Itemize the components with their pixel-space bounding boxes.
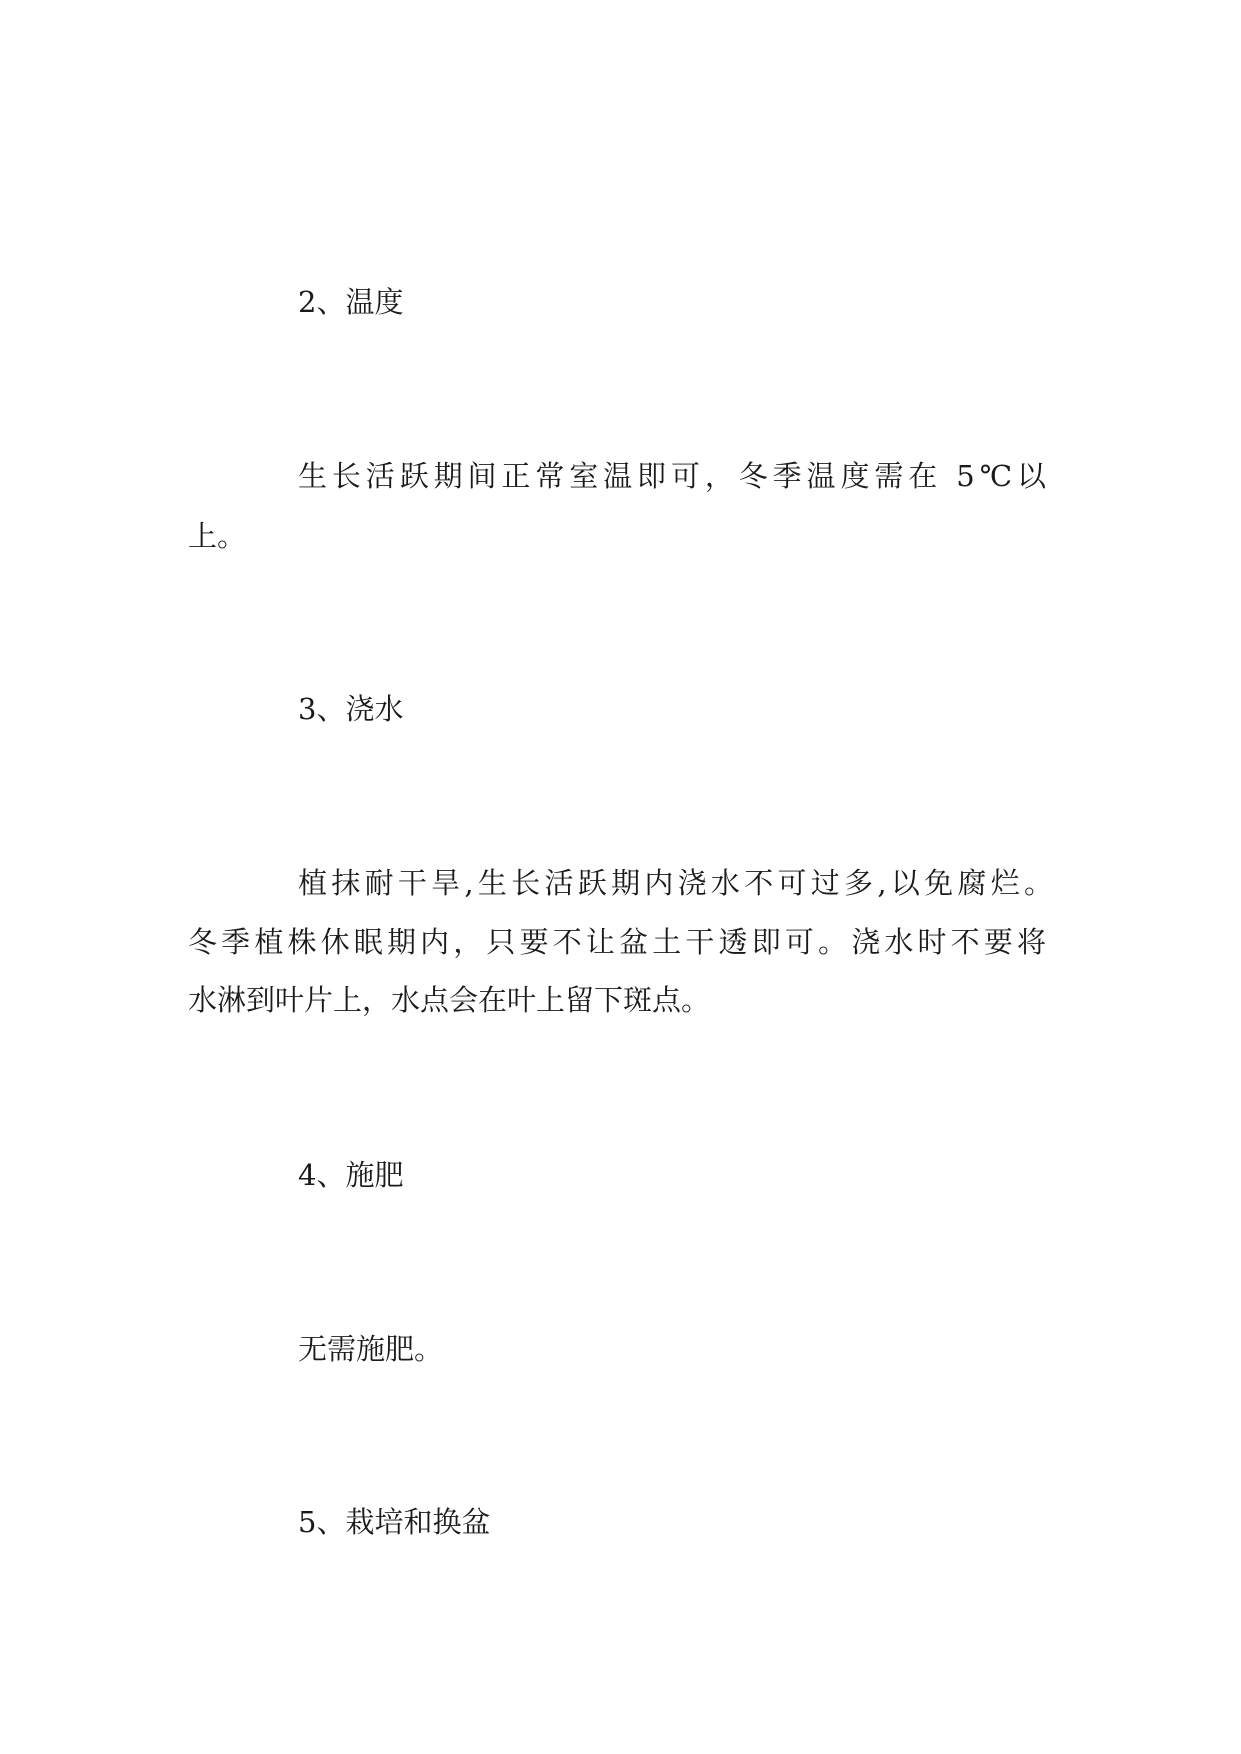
temperature-paragraph-line-2: 上。 <box>188 519 247 553</box>
watering-paragraph-line-3: 水淋到叶片上，水点会在叶上留下斑点。 <box>188 983 711 1017</box>
watering-paragraph-line-1: 植抹耐干旱,生长活跃期内浇水不可过多,以免腐烂。 <box>298 866 1053 900</box>
fertilizing-paragraph: 无需施肥。 <box>298 1332 444 1366</box>
heading-fertilizing: 4、施肥 <box>298 1158 404 1192</box>
heading-watering: 3、浇水 <box>298 692 404 726</box>
temperature-paragraph-line-1: 生长活跃期间正常室温即可，冬季温度需在 5℃以 <box>298 459 1046 493</box>
heading-cultivation: 5、栽培和换盆 <box>298 1505 491 1539</box>
heading-temperature: 2、温度 <box>298 285 404 319</box>
watering-paragraph-line-2: 冬季植株休眠期内，只要不让盆土干透即可。浇水时不要将 <box>188 925 1046 959</box>
